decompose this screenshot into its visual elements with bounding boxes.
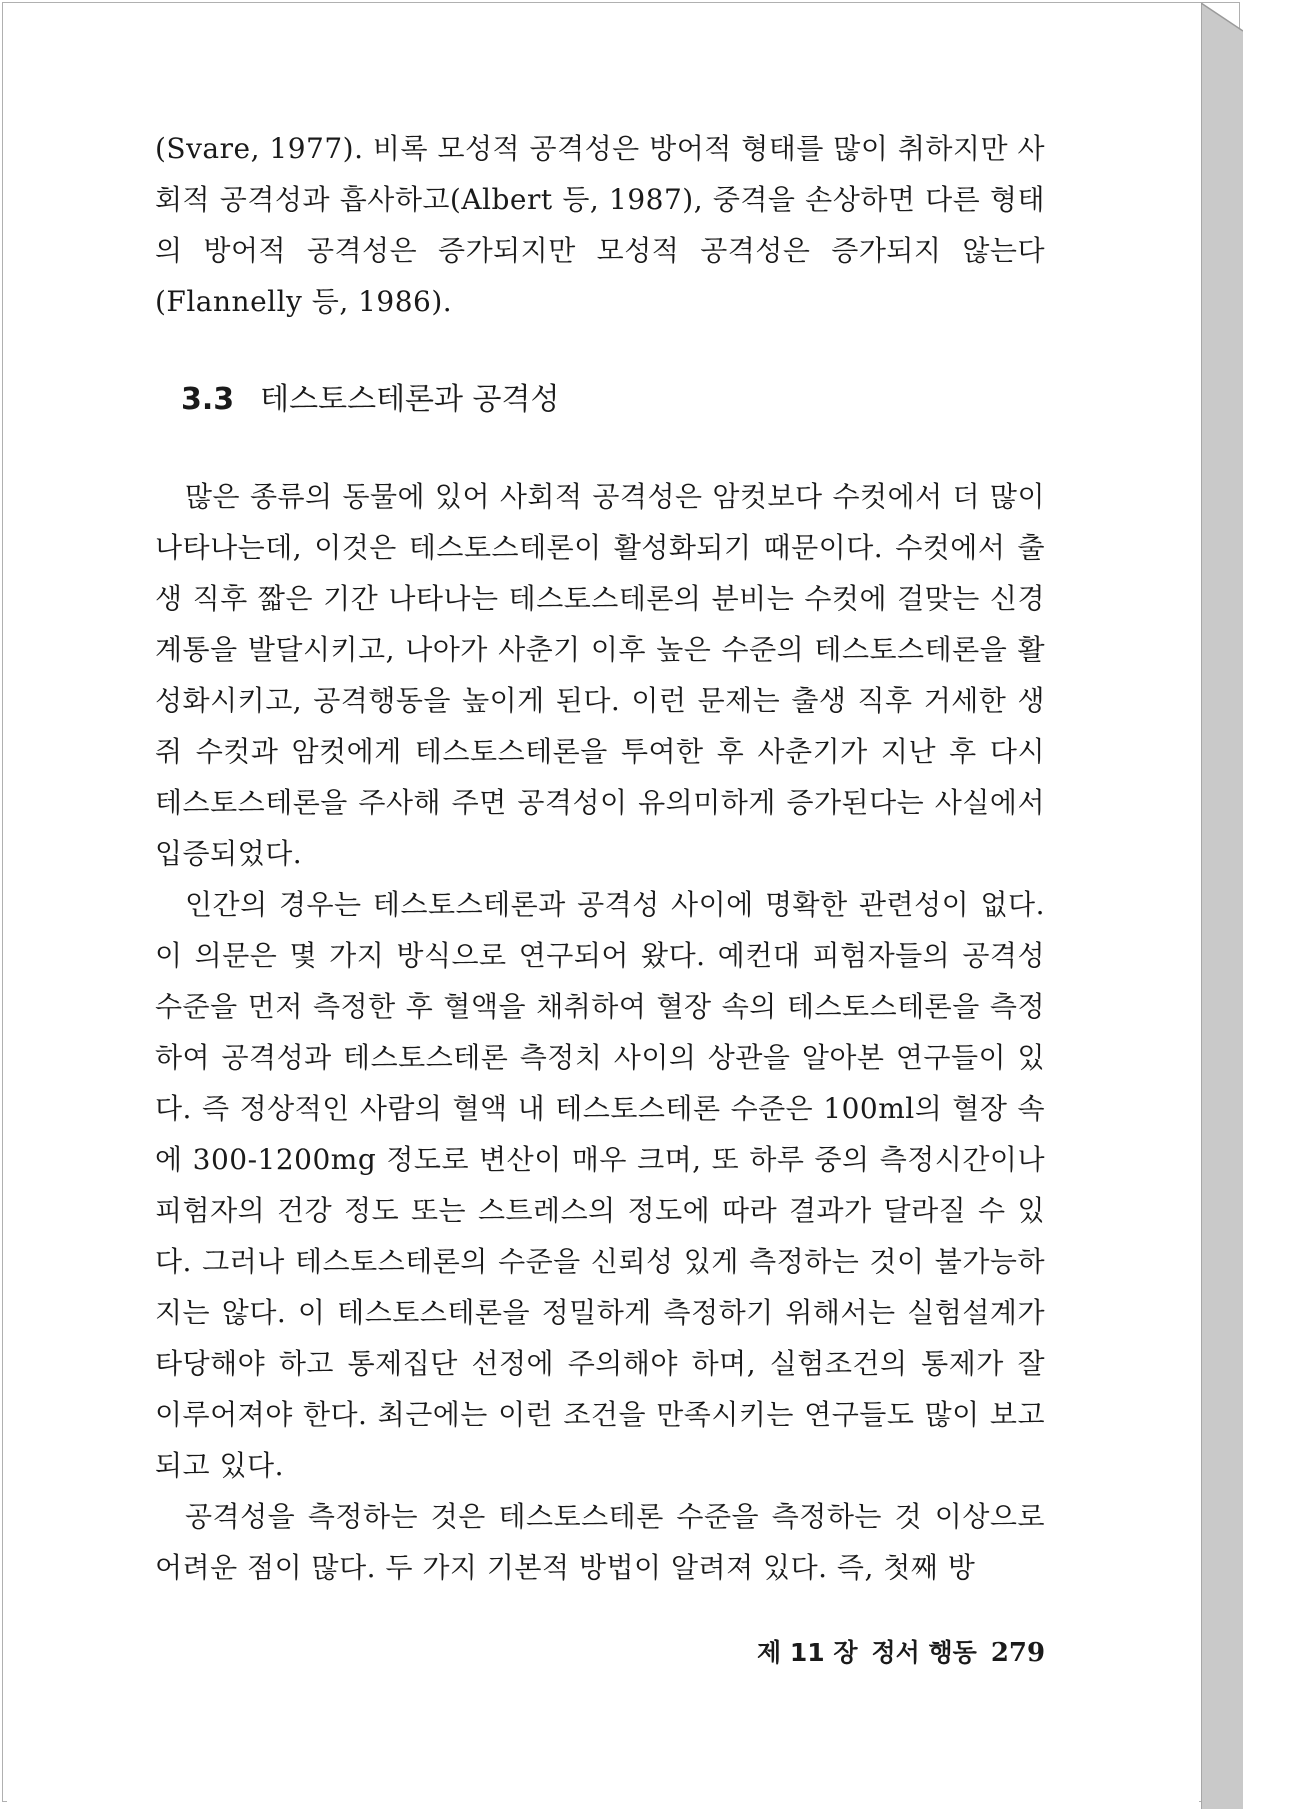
chapter-label: 제 11 장 [757,1638,858,1667]
section-heading [181,375,1045,425]
paragraph: 많은 종류의 동물에 있어 사회적 공격성은 암컷보다 수컷에서 더 많이 나타나는데, 이것은 테스토스테론이 활성화되기 때문이다. 수컷에서 출생 직후 짧은 기간 나타나는 테스토스테론의 분비는 수컷에 걸맞는 신경 계통을 발달시키고, 나아가 사춘기 이후 높은 수준의 테스토스테론을 활성화시키고, 공격행동을 높이게 된다. 이런 문제는 출생 직후 거세한 생쥐 수컷과 암컷에게 테스토스테론을 투여한 후 사춘기가 지난 후 다시 테스토스테론을 주사해 주면 공격성이 유의미하게 증가된다는 사실에서 입증되었다. [155,480,1045,870]
page-footer [743,1633,1046,1669]
paragraph-continuation: (Svare, 1977). 비록 모성적 공격성은 방어적 형태를 많이 취하지만 사회적 공격성과 흡사하고(Albert 등, 1987), 중격을 손상하면 다른 형태의 방어적 공격성은 증가되지만 모성적 공격성은 증가되지 않는다 (Flannelly 등, 1986). [155,132,1045,318]
book-page-frame [2,2,1240,1802]
section-number: 3.3 [181,382,235,417]
page-content [155,123,1045,1593]
page-number: 279 [990,1638,1046,1668]
paragraph: 인간의 경우는 테스토스테론과 공격성 사이에 명확한 관련성이 없다. 이 의문은 몇 가지 방식으로 연구되어 왔다. 예컨대 피험자들의 공격성 수준을 먼저 측정한 후 혈액을 채취하여 혈장 속의 테스토스테론을 측정하여 공격성과 테스토스테론 측정치 사이의 상관을 알아본 연구들이 있다. 즉 정상적인 사람의 혈액 내 테스토스테론 수준은 100ml의 혈장 속에 300-1200mg 정도로 변산이 매우 크며, 또 하루 중의 측정시간이나 피험자의 건강 정도 또는 스트레스의 정도에 따라 결과가 달라질 수 있다. 그러나 테스토스테론의 수준을 신뢰성 있게 측정하는 것이 불가능하지는 않다. 이 테스토스테론을 정밀하게 측정하기 위해서는 실험설계가 타당해야 하고 통제집단 선정에 주의해야 하며, 실험조건의 통제가 잘 이루어져야 한다. 최근에는 이런 조건을 만족시키는 연구들도 많이 보고되고 있다. [155,888,1045,1482]
section-title: 테스토스테론과 공격성 [260,382,560,417]
chapter-title: 정서 행동 [871,1638,977,1667]
paragraph: 공격성을 측정하는 것은 테스토스테론 수준을 측정하는 것 이상으로 어려운 점이 많다. 두 가지 기본적 방법이 알려져 있다. 즉, 첫째 방 [155,1500,1045,1584]
book-edge-shadow [1201,3,1243,1809]
